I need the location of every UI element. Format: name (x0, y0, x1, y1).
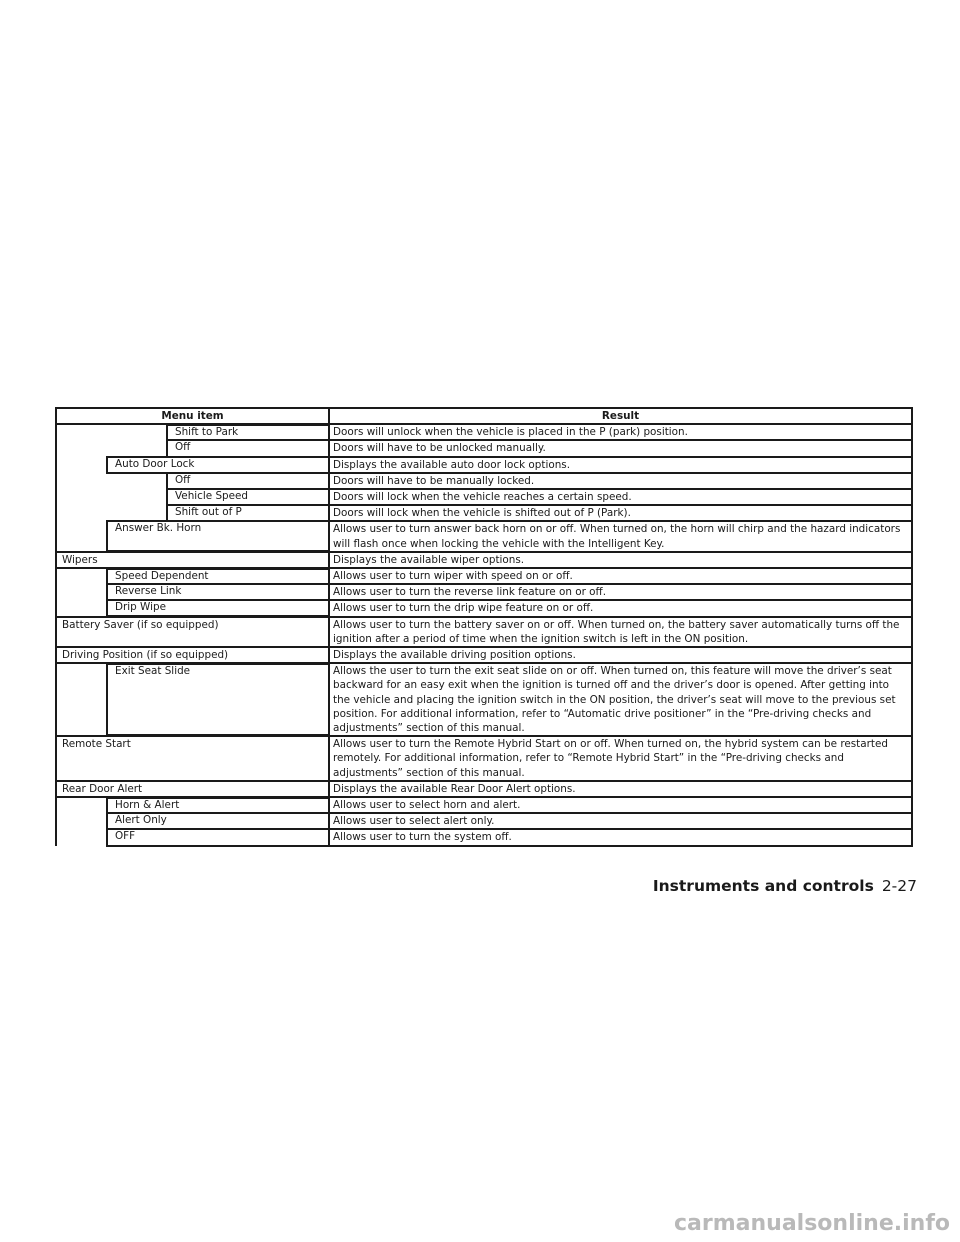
table-row (56, 617, 912, 647)
menu-item-label: Horn & Alert (115, 799, 180, 812)
menu-settings-table (55, 407, 913, 847)
table-row (56, 584, 912, 600)
table-header-row (56, 408, 912, 424)
table-row (56, 552, 912, 568)
menu-item-label: Auto Door Lock (115, 457, 195, 470)
menu-item-cell (56, 797, 329, 813)
menu-item-cell (56, 663, 329, 736)
menu-item-label: Exit Seat Slide (115, 665, 191, 678)
table-row (56, 647, 912, 663)
table-row (56, 489, 912, 505)
menu-item-cell (56, 617, 329, 647)
menu-item-box (166, 439, 328, 457)
menu-item-label: Drip Wipe (115, 601, 166, 614)
menu-item-cell (56, 473, 329, 489)
menu-item-label: Off (175, 473, 191, 486)
result-cell: Doors will have to be manually locked. (329, 473, 912, 489)
table-row (56, 505, 912, 521)
result-cell: Displays the available auto door lock options. (329, 457, 912, 473)
watermark: carmanualsonline.info (674, 1211, 950, 1236)
menu-item-label: Rear Door Alert (62, 782, 143, 795)
menu-item-cell (56, 440, 329, 456)
menu-item-label: Alert Only (115, 814, 167, 827)
result-cell: Allows user to turn the reverse link feature on or off. (329, 584, 912, 600)
result-cell: Displays the available wiper options. (329, 552, 912, 568)
table-row (56, 829, 912, 845)
header-menu-item: Menu item (56, 408, 329, 424)
menu-item-label: Shift out of P (175, 506, 242, 519)
result-cell: Doors will lock when the vehicle is shifted out of P (Park). (329, 505, 912, 521)
table-row (56, 521, 912, 551)
result-cell: Doors will have to be unlocked manually. (329, 440, 912, 456)
page-footer (653, 877, 917, 895)
result-cell: Displays the available Rear Door Alert options. (329, 781, 912, 797)
menu-item-box (166, 472, 328, 490)
menu-item-cell (56, 600, 329, 616)
menu-item-label: Driving Position (if so equipped) (62, 649, 229, 662)
menu-item-cell (56, 813, 329, 829)
menu-item-label: Answer Bk. Horn (115, 522, 202, 535)
table-row (56, 663, 912, 736)
menu-item-cell (56, 505, 329, 521)
menu-item-label: Remote Start (62, 738, 131, 751)
result-cell: Allows user to turn the battery saver on or off. When turned on, the battery saver automatically turns off the ignition after a period of time when the ignition switch is left in the ON position. (329, 617, 912, 647)
result-cell: Doors will unlock when the vehicle is placed in the P (park) position. (329, 424, 912, 440)
menu-item-label: Vehicle Speed (175, 490, 249, 503)
table-row (56, 568, 912, 584)
table-row (56, 473, 912, 489)
header-result: Result (329, 408, 912, 424)
table-row (56, 457, 912, 473)
menu-item-cell (56, 489, 329, 505)
result-cell: Allows user to turn answer back horn on or off. When turned on, the horn will chirp and the hazard indicators will flash once when locking the vehicle with the Intelligent Key. (329, 521, 912, 551)
result-cell: Allows user to select horn and alert. (329, 797, 912, 813)
table-row (56, 797, 912, 813)
result-cell: Displays the available driving position options. (329, 647, 912, 663)
menu-item-cell (56, 781, 329, 797)
result-cell: Allows user to turn the Remote Hybrid Start on or off. When turned on, the hybrid system can be restarted remotely. For additional information, refer to “Remote Hybrid Start” in the “Pre-driving checks and adjustments” section of this manual. (329, 736, 912, 781)
menu-item-label: Speed Dependent (115, 570, 209, 583)
menu-item-label: Wipers (62, 553, 98, 566)
result-cell: Allows user to turn the drip wipe feature on or off. (329, 600, 912, 616)
table-row (56, 813, 912, 829)
menu-item-label: OFF (115, 830, 136, 843)
menu-item-cell (56, 552, 329, 568)
menu-item-cell (56, 568, 329, 584)
menu-item-label: Reverse Link (115, 585, 182, 598)
result-cell: Doors will lock when the vehicle reaches a certain speed. (329, 489, 912, 505)
menu-item-cell (56, 584, 329, 600)
menu-item-label: Off (175, 441, 191, 454)
table-row (56, 781, 912, 797)
table-row (56, 424, 912, 440)
section-title: Instruments and controls (652, 877, 874, 895)
result-cell: Allows the user to turn the exit seat slide on or off. When turned on, this feature will move the driver’s seat backward for an easy exit when the ignition is turned off and the driver’s door is opened. After getting into the vehicle and placing the ignition switch in the ON position, the driver’s seat will move to the previous set position. For additional information, refer to “Automatic drive positioner” in the “Pre-driving checks and adjustments” section of this manual. (329, 663, 912, 736)
menu-item-label: Battery Saver (if so equipped) (62, 618, 219, 631)
menu-item-cell (56, 829, 329, 845)
result-cell: Allows user to turn wiper with speed on or off. (329, 568, 912, 584)
menu-item-cell (56, 736, 329, 781)
result-cell: Allows user to turn the system off. (329, 829, 912, 845)
menu-item-cell (56, 647, 329, 663)
page-number: 2-27 (881, 877, 917, 895)
table-row (56, 600, 912, 616)
table-row (56, 736, 912, 781)
menu-item-cell (56, 521, 329, 551)
menu-item-cell (56, 457, 329, 473)
menu-item-cell (56, 424, 329, 440)
result-cell: Allows user to select alert only. (329, 813, 912, 829)
menu-item-label: Shift to Park (175, 426, 239, 439)
table-row (56, 440, 912, 456)
menu-item-box (106, 828, 328, 846)
